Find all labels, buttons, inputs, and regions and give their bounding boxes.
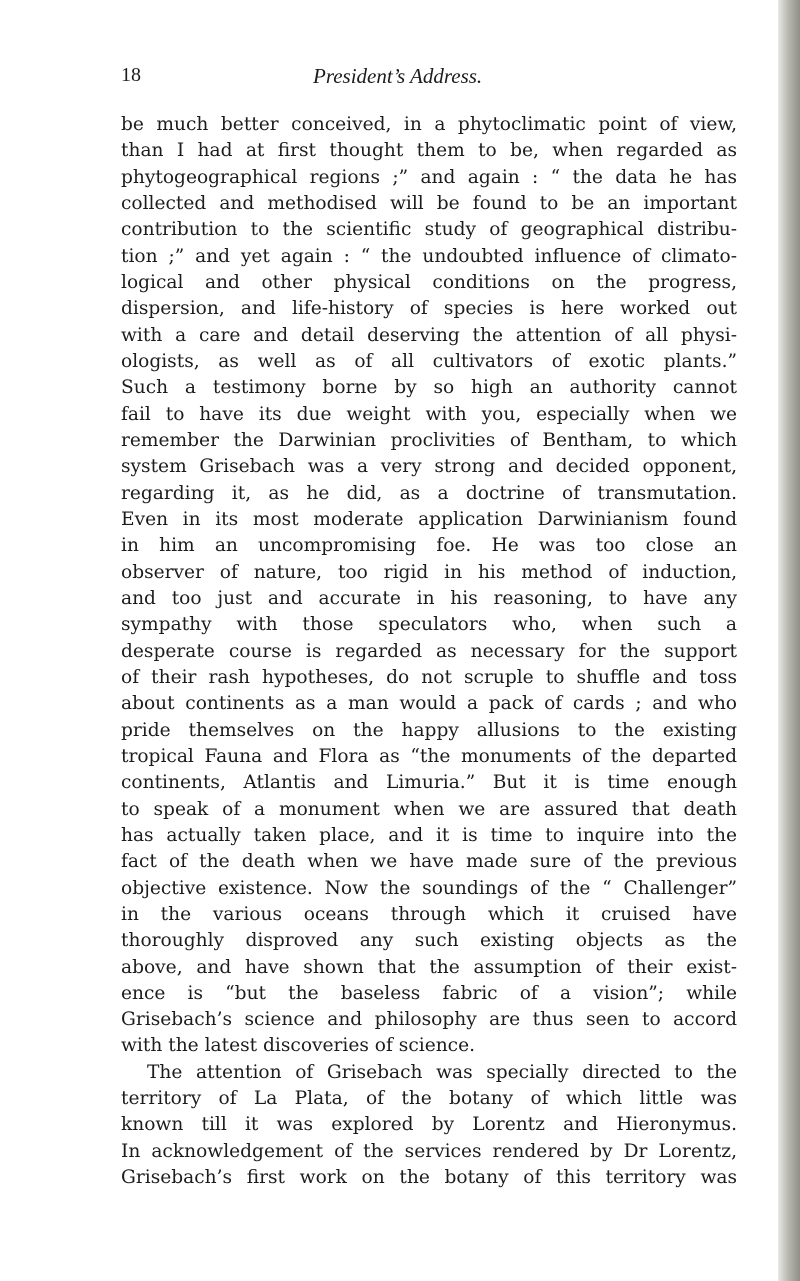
text-line: about continents as a man would a pack of cards ; and who bbox=[121, 693, 737, 715]
text-line: collected and methodised will be found to be an important bbox=[121, 192, 737, 214]
text-line: of their rash hypotheses, do not scruple to shuffle and toss bbox=[121, 666, 737, 688]
text-line: in him an uncompromising foe. He was too close an bbox=[121, 535, 737, 557]
paragraph-start-line: The attention of Grisebach was specially directed to the bbox=[147, 1061, 737, 1083]
text-line: above, and have shown that the assumption of their exist- bbox=[121, 956, 737, 978]
page-edge-shadow bbox=[778, 0, 800, 1281]
text-line: Even in its most moderate application Darwinianism found bbox=[121, 508, 737, 530]
page-number: 18 bbox=[121, 64, 141, 86]
text-line: objective existence. Now the soundings of the “ Challenger” bbox=[121, 877, 737, 899]
text-line: thoroughly disproved any such existing objects as the bbox=[121, 930, 737, 952]
text-line: regarding it, as he did, as a doctrine of transmutation. bbox=[121, 482, 737, 504]
text-line: Such a testimony borne by so high an authority cannot bbox=[121, 377, 737, 399]
text-line: logical and other physical conditions on the progress, bbox=[121, 271, 737, 293]
text-line: phytogeographical regions ;” and again : “ the data he has bbox=[121, 166, 737, 188]
text-line: fail to have its due weight with you, especially when we bbox=[121, 403, 737, 425]
text-line: pride themselves on the happy allusions to the existing bbox=[121, 719, 737, 741]
body-text bbox=[121, 112, 737, 1191]
text-line: ence is “but the baseless fabric of a vision”; while bbox=[121, 982, 737, 1004]
text-line: with a care and detail deserving the attention of all physi- bbox=[121, 324, 737, 346]
text-line: tion ;” and yet again : “ the undoubted influence of climato- bbox=[121, 245, 737, 267]
text-line: ologists, as well as of all cultivators of exotic plants.” bbox=[121, 350, 737, 372]
text-line: territory of La Plata, of the botany of which little was bbox=[121, 1088, 737, 1110]
text-line: known till it was explored by Lorentz and Hieronymus. bbox=[121, 1114, 737, 1136]
text-line: than I had at first thought them to be, when regarded as bbox=[121, 140, 737, 162]
running-title: President’s Address. bbox=[313, 64, 483, 88]
text-line: sympathy with those speculators who, when such a bbox=[121, 614, 737, 636]
text-line: Grisebach’s science and philosophy are thus seen to accord bbox=[121, 1009, 737, 1031]
text-line: contribution to the scientific study of geographical distribu- bbox=[121, 219, 737, 241]
text-line: desperate course is regarded as necessary for the support bbox=[121, 640, 737, 662]
text-line: be much better conceived, in a phytoclimatic point of view, bbox=[121, 114, 737, 135]
text-line: observer of nature, too rigid in his method of induction, bbox=[121, 561, 737, 583]
text-line: in the various oceans through which it cruised have bbox=[121, 903, 737, 925]
text-line: continents, Atlantis and Limuria.” But it is time enough bbox=[121, 772, 737, 794]
text-line: tropical Fauna and Flora as “the monuments of the departed bbox=[121, 745, 737, 767]
text-line: Grisebach’s first work on the botany of this territory was bbox=[121, 1167, 737, 1189]
text-line: system Grisebach was a very strong and decided opponent, bbox=[121, 456, 737, 478]
text-line: has actually taken place, and it is time to inquire into the bbox=[121, 824, 737, 846]
text-line: dispersion, and life-history of species is here worked out bbox=[121, 298, 737, 320]
page-header bbox=[121, 64, 721, 92]
text-line: and too just and accurate in his reasoning, to have any bbox=[121, 587, 737, 609]
text-line: to speak of a monument when we are assured that death bbox=[121, 798, 737, 820]
text-line: fact of the death when we have made sure of the previous bbox=[121, 851, 737, 873]
text-line: In acknowledgement of the services rendered by Dr Lorentz, bbox=[121, 1140, 737, 1162]
text-line: remember the Darwinian proclivities of Bentham, to which bbox=[121, 429, 737, 451]
paragraph-end-line: with the latest discoveries of science. bbox=[121, 1035, 476, 1057]
